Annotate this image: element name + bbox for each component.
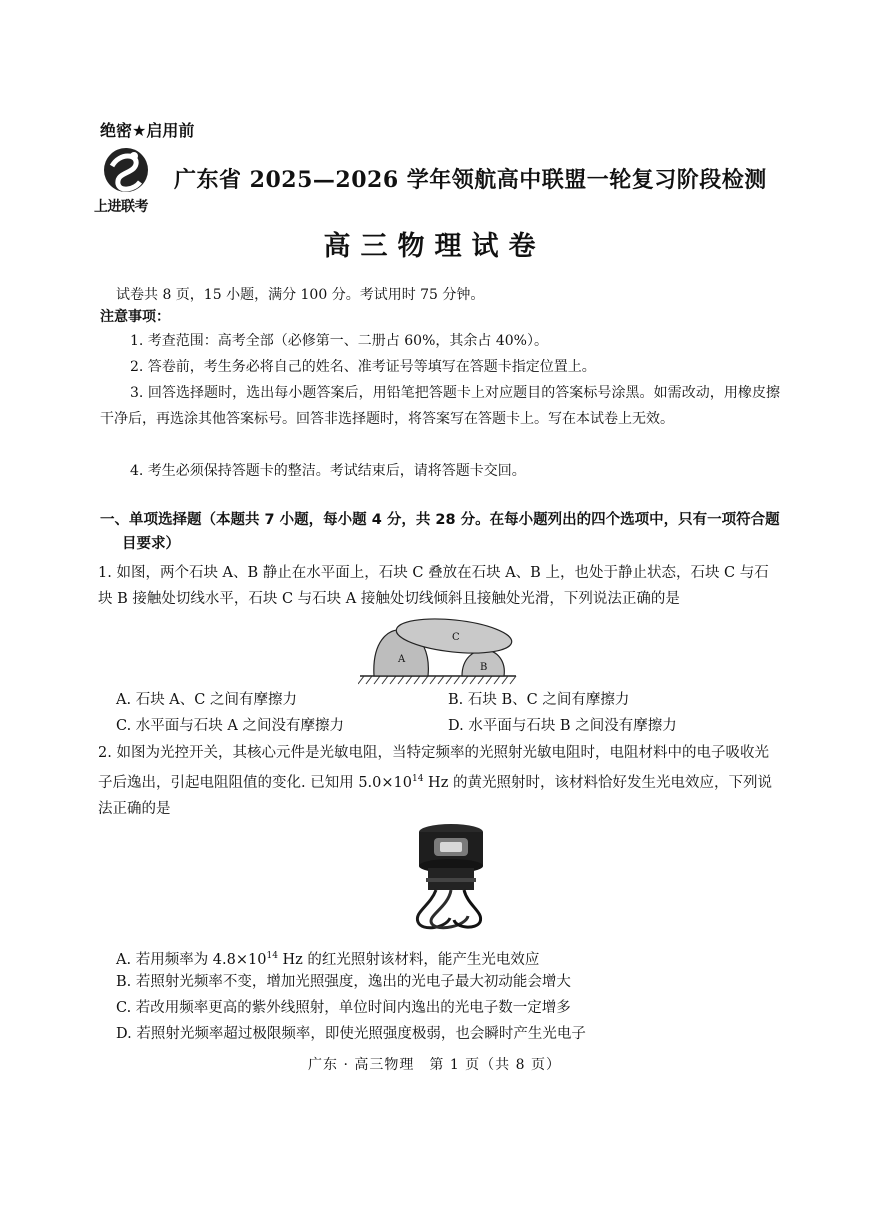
q2-option-a	[116, 944, 539, 972]
q2-option-c: C. 若改用频率更高的紫外线照射，单位时间内逸出的光电子数一定增多	[116, 1000, 571, 1016]
exam-title: 广东省 2025—2026 学年领航高中联盟一轮复习阶段检测	[174, 167, 767, 193]
notes-title: 注意事项：	[100, 309, 170, 325]
q1-option-c: C. 水平面与石块 A 之间没有摩擦力	[116, 718, 344, 734]
exam-info: 试卷共 8 页，15 小题，满分 100 分。考试用时 75 分钟。	[116, 287, 485, 303]
q1-option-a: A. 石块 A、C 之间有摩擦力	[116, 692, 297, 708]
label-a: A	[398, 654, 406, 665]
label-b: B	[480, 662, 488, 673]
q1-option-b: B. 石块 B、C 之间有摩擦力	[448, 692, 630, 708]
label-c: C	[452, 632, 460, 643]
exam-subtitle: 高三物理试卷	[323, 231, 546, 262]
q2-option-a-part2: Hz 的红光照射该材料，能产生光电效应	[277, 951, 540, 968]
q2-option-b: B. 若照射光频率不变，增加光照强度，逸出的光电子最大初动能会增大	[116, 974, 571, 990]
question-1-stem: 1. 如图，两个石块 A、B 静止在水平面上，石块 C 叠放在石块 A、B 上，也处于静止状态，石块 C 与石块 B 接触处切线水平，石块 C 与石块 A 接触处切线倾斜且接触处光滑，下列说法正确的是	[98, 565, 769, 607]
question-2-stem	[98, 740, 780, 822]
photo-switch-figure	[406, 820, 496, 935]
confidential-label: 绝密★启用前	[100, 121, 195, 140]
note-item: 2. 答卷前，考生务必将自己的姓名、准考证号等填写在答题卡指定位置上。	[130, 359, 596, 375]
section-heading-line2: 目要求）	[122, 536, 180, 552]
q2-option-a-part1: A. 若用频率为 4.8×10	[116, 951, 267, 968]
q2-option-d: D. 若照射光频率超过极限频率，即使光照强度极弱，也会瞬时产生光电子	[116, 1026, 586, 1042]
q2-option-a-exponent: 14	[266, 951, 278, 961]
q2-stem-part1: 2. 如图为光控开关，其核心元件是光敏电阻，当特定频率的光照射光敏电阻时，电阻材料中的电子吸收光子后逸出，引起电阻阻值的变化. 已知用 5.0×10	[98, 745, 769, 791]
q2-stem-exponent: 14	[412, 774, 424, 784]
page-footer: 广东 · 高三物理 第 1 页（共 8 页）	[308, 1057, 561, 1073]
q2-stem-part2: Hz 的黄光照射时，该材料恰好发生光电效应，下列说法正确的是	[98, 774, 772, 817]
note-item: 4. 考生必须保持答题卡的整洁。考试结束后，请将答题卡交回。	[130, 463, 526, 479]
stones-figure	[358, 612, 518, 690]
note-item: 1. 考查范围：高考全部（必修第一、二册占 60%，其余占 40%）。	[130, 333, 548, 349]
section-heading	[100, 508, 780, 556]
note-item: 3. 回答选择题时，选出每小题答案后，用铅笔把答题卡上对应题目的答案标号涂黑。如需改动，用橡皮擦干净后，再选涂其他答案标号。回答非选择题时，将答案写在答题卡上。写在本试卷上无效。	[100, 385, 780, 427]
section-heading-line1: 一、单项选择题（本题共 7 小题，每小题 4 分，共 28 分。在每小题列出的四个选项中，只有一项符合题	[100, 512, 780, 528]
q1-option-d: D. 水平面与石块 B 之间没有摩擦力	[448, 718, 677, 734]
logo-text: 上进联考	[94, 199, 148, 215]
